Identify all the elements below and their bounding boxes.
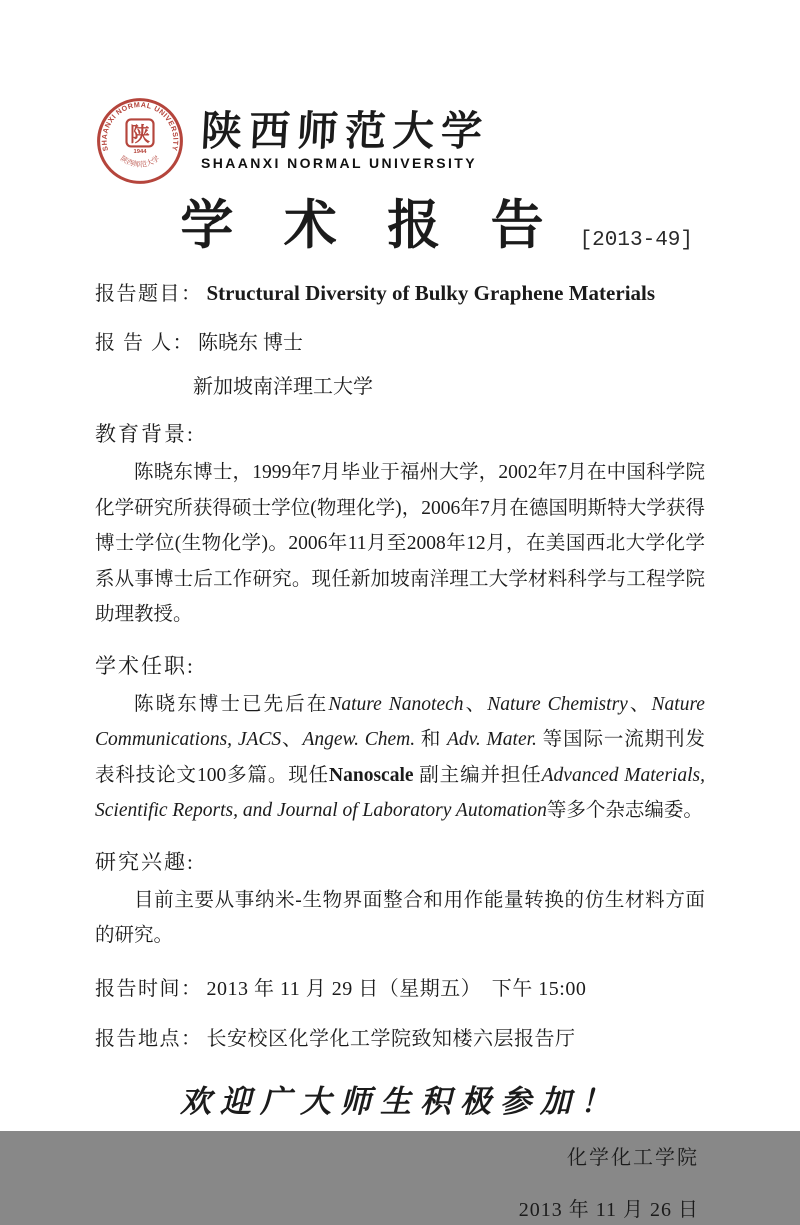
report-venue-value: 长安校区化学化工学院致知楼六层报告厅 [206, 1027, 576, 1050]
report-time-row [95, 974, 705, 1004]
university-name-block [199, 107, 491, 171]
interests-paragraph: 目前主要从事纳米-生物界面整合和用作能量转换的仿生材料方面的研究。 [95, 889, 705, 946]
speaker-affiliation: 新加坡南洋理工大学 [193, 376, 373, 398]
report-topic-row [95, 279, 705, 308]
university-logo [95, 96, 705, 186]
report-venue-row [95, 1024, 705, 1054]
signature-block [95, 1143, 705, 1225]
speaker-row [95, 329, 705, 357]
interests-section-heading: 研究兴趣: [95, 849, 195, 874]
report-venue-label: 报告地点： [95, 1027, 203, 1050]
university-name-cn: 陕西师范大学 [199, 107, 491, 155]
report-topic-value: Structural Diversity of Bulky Graphene Materials [206, 281, 656, 305]
seal-center-character: 陕 [130, 122, 150, 146]
report-time-value: 2013 年 11 月 29 日（星期五） 下午 15:00 [206, 977, 587, 1000]
education-paragraph: 陈晓东博士，1999年7月毕业于福州大学，2002年7月在中国科学院化学研究所获得硕士学位(物理化学)，2006年7月在德国明斯特大学获得博士学位(生物化学)。2006年11月至2008年12月，在美国西北大学化学系从事博士后工作研究。现任新加坡南洋理工大学材料科学与工程学院助理教授。 [95, 462, 705, 625]
signature-date: 2013 年 11 月 26 日 [518, 1198, 699, 1221]
positions-paragraph: 陈晓东博士已先后在Nature Nanotech、Nature Chemistry、Nature Communications, JACS、Angew. Chem. 和 Adv. Mater. 等国际一流期刊发表科技论文100多篇。现任Nanoscale 副主编并担任Advanced Materials, Scientific Reports, and Journal of Laboratory Automation等多个杂志编委。 [95, 693, 705, 821]
welcome-message: 欢迎广大师生积极参加！ [180, 1083, 620, 1120]
positions-section-heading: 学术任职: [95, 653, 195, 678]
report-time-label: 报告时间： [95, 977, 203, 1000]
report-topic-label: 报告题目： [95, 283, 203, 305]
document-title: 学 术 报 告 [180, 194, 560, 256]
speaker-label: 报 告 人： [95, 332, 194, 354]
svg-text:陕西师范大学 [119, 154, 161, 169]
issue-number: [2013-49] [579, 229, 693, 252]
signature-department: 化学化工学院 [567, 1146, 699, 1169]
seal-bottom-text: 陕西师范大学 [118, 153, 162, 170]
speaker-name: 陈晓东 博士 [198, 332, 303, 354]
document-title-row [95, 192, 705, 258]
university-name-en: SHAANXI NORMAL UNIVERSITY [201, 155, 477, 171]
seal-founding-year: 1944 [133, 149, 147, 156]
education-section-heading: 教育背景: [95, 422, 195, 446]
university-seal-icon [95, 96, 185, 186]
seal-ring-text: SHAANXI NORMAL UNIVERSITY [99, 100, 181, 153]
